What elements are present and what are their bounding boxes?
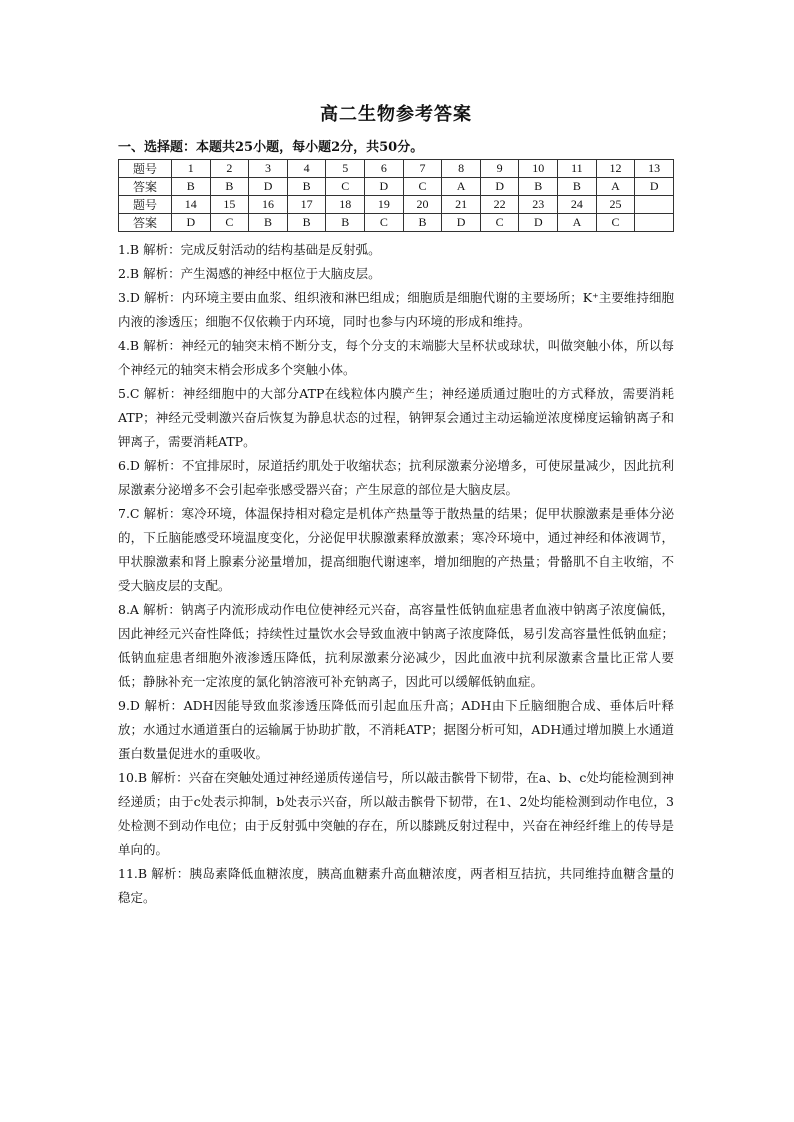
- row-label: 答案: [119, 214, 172, 232]
- table-row-questions-2: [119, 196, 674, 214]
- explanation-item: 3.D 解析：内环境主要由血浆、组织液和淋巴组成；细胞质是细胞代谢的主要场所；K⁺主要维持细胞内液的渗透压；细胞不仅依赖于内环境，同时也参与内环境的形成和维持。: [118, 290, 674, 329]
- table-cell: 19: [365, 196, 404, 214]
- table-cell: B: [287, 214, 326, 232]
- answer-table: [118, 159, 674, 232]
- table-cell: B: [249, 214, 288, 232]
- table-cell: C: [326, 178, 365, 196]
- explanation-item: 11.B 解析：胰岛素降低血糖浓度，胰高血糖素升高血糖浓度，两者相互拮抗，共同维持血糖含量的稳定。: [118, 866, 674, 905]
- table-cell: [635, 214, 674, 232]
- table-row-answers-2: [119, 214, 674, 232]
- table-cell: 8: [442, 160, 481, 178]
- table-cell: C: [365, 214, 404, 232]
- table-cell: 4: [287, 160, 326, 178]
- table-cell: 22: [480, 196, 519, 214]
- table-cell: 24: [558, 196, 597, 214]
- section-heading: 一、选择题：本题共25小题，每小题2分，共50分。: [118, 140, 424, 155]
- table-cell: 6: [365, 160, 404, 178]
- table-cell: B: [210, 178, 249, 196]
- table-cell: 14: [172, 196, 211, 214]
- row-label: 答案: [119, 178, 172, 196]
- table-cell: A: [596, 178, 635, 196]
- explanation-item: 7.C 解析：寒冷环境，体温保持相对稳定是机体产热量等于散热量的结果；促甲状腺激素是垂体分泌的，下丘脑能感受环境温度变化，分泌促甲状腺激素释放激素；寒冷环境中，通过神经和体液调节，甲状腺激素和肾上腺素分泌量增加，提高细胞代谢速率，增加细胞的产热量；骨骼肌不自主收缩，不受大脑皮层的支配。: [118, 506, 674, 593]
- table-cell: 23: [519, 196, 558, 214]
- table-cell: 1: [172, 160, 211, 178]
- table-cell: D: [519, 214, 558, 232]
- table-cell: B: [326, 214, 365, 232]
- explanation-item: 4.B 解析：神经元的轴突末梢不断分支，每个分支的末端膨大呈杯状或球状，叫做突触小体，所以每个神经元的轴突末梢会形成多个突触小体。: [118, 338, 674, 377]
- table-cell: 17: [287, 196, 326, 214]
- table-cell: 21: [442, 196, 481, 214]
- table-cell: 10: [519, 160, 558, 178]
- table-cell: D: [442, 214, 481, 232]
- table-cell: [635, 196, 674, 214]
- table-cell: 20: [403, 196, 442, 214]
- table-cell: 11: [558, 160, 597, 178]
- table-cell: D: [172, 214, 211, 232]
- table-cell: A: [442, 178, 481, 196]
- table-cell: B: [172, 178, 211, 196]
- table-cell: C: [480, 214, 519, 232]
- table-cell: A: [558, 214, 597, 232]
- row-label: 题号: [119, 196, 172, 214]
- explanation-item: 10.B 解析：兴奋在突触处通过神经递质传递信号，所以敲击髌骨下韧带，在a、b、c处均能检测到神经递质；由于c处表示抑制，b处表示兴奋，所以敲击髌骨下韧带，在1、2处均能检测到动作电位，3处检测不到动作电位；由于反射弧中突触的存在，所以膝跳反射过程中，兴奋在神经纤维上的传导是单向的。: [118, 770, 674, 857]
- table-cell: 7: [403, 160, 442, 178]
- explanation-list: [118, 238, 674, 910]
- table-cell: B: [403, 214, 442, 232]
- table-cell: 3: [249, 160, 288, 178]
- explanation-item: 2.B 解析：产生渴感的神经中枢位于大脑皮层。: [118, 266, 381, 281]
- row-label: 题号: [119, 160, 172, 178]
- table-row-answers-1: [119, 178, 674, 196]
- table-cell: 25: [596, 196, 635, 214]
- table-cell: D: [480, 178, 519, 196]
- table-cell: D: [249, 178, 288, 196]
- table-cell: 15: [210, 196, 249, 214]
- explanation-item: 1.B 解析：完成反射活动的结构基础是反射弧。: [118, 242, 381, 257]
- table-cell: 18: [326, 196, 365, 214]
- table-row-questions-1: [119, 160, 674, 178]
- table-cell: D: [365, 178, 404, 196]
- table-cell: 9: [480, 160, 519, 178]
- table-cell: 2: [210, 160, 249, 178]
- explanation-item: 5.C 解析：神经细胞中的大部分ATP在线粒体内膜产生；神经递质通过胞吐的方式释放，需要消耗ATP；神经元受刺激兴奋后恢复为静息状态的过程，钠钾泵会通过主动运输逆浓度梯度运输钠离子和钾离子，需要消耗ATP。: [118, 386, 674, 449]
- table-cell: B: [558, 178, 597, 196]
- table-cell: D: [635, 178, 674, 196]
- table-cell: C: [403, 178, 442, 196]
- table-cell: 16: [249, 196, 288, 214]
- table-cell: C: [596, 214, 635, 232]
- answer-sheet: [118, 100, 674, 910]
- page-title: 高二生物参考答案: [320, 104, 472, 125]
- table-cell: C: [210, 214, 249, 232]
- table-cell: B: [287, 178, 326, 196]
- table-cell: 13: [635, 160, 674, 178]
- table-cell: 12: [596, 160, 635, 178]
- table-cell: B: [519, 178, 558, 196]
- explanation-item: 6.D 解析：不宜排尿时，尿道括约肌处于收缩状态；抗利尿激素分泌增多，可使尿量减少，因此抗利尿激素分泌增多不会引起牵张感受器兴奋；产生尿意的部位是大脑皮层。: [118, 458, 674, 497]
- explanation-item: 8.A 解析：钠离子内流形成动作电位使神经元兴奋，高容量性低钠血症患者血液中钠离子浓度偏低，因此神经元兴奋性降低；持续性过量饮水会导致血液中钠离子浓度降低，易引发高容量性低钠血症；低钠血症患者细胞外液渗透压降低，抗利尿激素分泌减少，因此血液中抗利尿激素含量比正常人要低；静脉补充一定浓度的氯化钠溶液可补充钠离子，因此可以缓解低钠血症。: [118, 602, 674, 689]
- table-cell: 5: [326, 160, 365, 178]
- explanation-item: 9.D 解析：ADH因能导致血浆渗透压降低而引起血压升高；ADH由下丘脑细胞合成、垂体后叶释放；水通过水通道蛋白的运输属于协助扩散，不消耗ATP；据图分析可知，ADH通过增加膜上水通道蛋白数量促进水的重吸收。: [118, 698, 674, 761]
